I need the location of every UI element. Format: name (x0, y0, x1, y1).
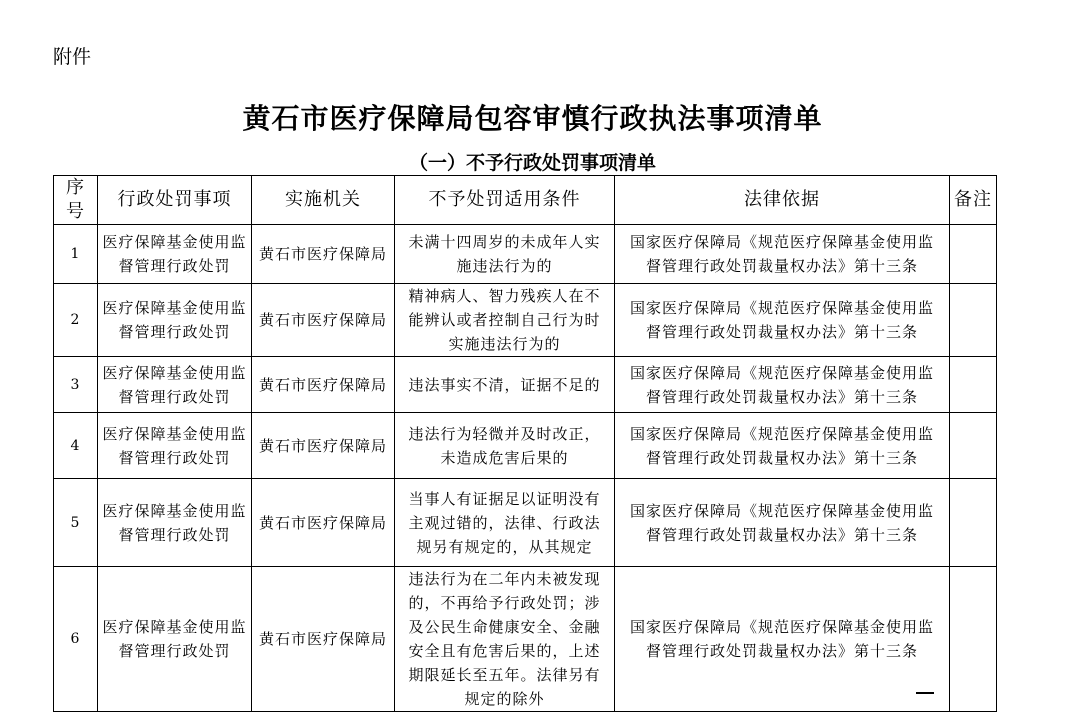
row-number: 6 (54, 567, 98, 712)
legal-basis: 国家医疗保障局《规范医疗保障基金使用监督管理行政处罚裁量权办法》第十三条 (615, 225, 950, 284)
document-title: 黄石市医疗保障局包容审慎行政执法事项清单 (242, 102, 823, 135)
table-row (54, 225, 997, 284)
column-header-item: 行政处罚事项 (98, 176, 252, 225)
remark (950, 225, 997, 284)
penalty-item: 医疗保障基金使用监督管理行政处罚 (98, 479, 252, 567)
column-header-condition: 不予处罚适用条件 (395, 176, 615, 225)
legal-basis: 国家医疗保障局《规范医疗保障基金使用监督管理行政处罚裁量权办法》第十三条 (615, 357, 950, 413)
row-number: 3 (54, 357, 98, 413)
penalty-item: 医疗保障基金使用监督管理行政处罚 (98, 284, 252, 357)
agency: 黄石市医疗保障局 (252, 357, 395, 413)
exemption-condition: 违法事实不清，证据不足的 (395, 357, 615, 413)
remark (950, 284, 997, 357)
legal-basis: 国家医疗保障局《规范医疗保障基金使用监督管理行政处罚裁量权办法》第十三条 (615, 413, 950, 479)
column-header-no: 序号 (54, 176, 98, 225)
row-number: 4 (54, 413, 98, 479)
agency: 黄石市医疗保障局 (252, 413, 395, 479)
table-row (54, 284, 997, 357)
penalty-item: 医疗保障基金使用监督管理行政处罚 (98, 413, 252, 479)
agency: 黄石市医疗保障局 (252, 479, 395, 567)
table-row (54, 357, 997, 413)
penalty-item: 医疗保障基金使用监督管理行政处罚 (98, 567, 252, 712)
table-row (54, 479, 997, 567)
page-dash-mark (916, 692, 934, 694)
table-row (54, 413, 997, 479)
agency: 黄石市医疗保障局 (252, 284, 395, 357)
legal-basis: 国家医疗保障局《规范医疗保障基金使用监督管理行政处罚裁量权办法》第十三条 (615, 284, 950, 357)
remark (950, 357, 997, 413)
row-number: 2 (54, 284, 98, 357)
legal-basis: 国家医疗保障局《规范医疗保障基金使用监督管理行政处罚裁量权办法》第十三条 (615, 567, 950, 712)
attachment-label: 附件 (53, 46, 92, 68)
row-number: 1 (54, 225, 98, 284)
remark (950, 479, 997, 567)
document-subtitle: （一）不予行政处罚事项清单 (408, 152, 656, 174)
remark (950, 413, 997, 479)
penalty-item: 医疗保障基金使用监督管理行政处罚 (98, 357, 252, 413)
penalty-exemption-table (53, 175, 997, 712)
column-header-basis: 法律依据 (615, 176, 950, 225)
column-header-agency: 实施机关 (252, 176, 395, 225)
exemption-condition: 精神病人、智力残疾人在不能辨认或者控制自己行为时实施违法行为的 (395, 284, 615, 357)
exemption-condition: 违法行为轻微并及时改正，未造成危害后果的 (395, 413, 615, 479)
exemption-condition: 违法行为在二年内未被发现的，不再给予行政处罚；涉及公民生命健康安全、金融安全且有危害后果的，上述期限延长至五年。法律另有规定的除外 (395, 567, 615, 712)
agency: 黄石市医疗保障局 (252, 225, 395, 284)
table-row (54, 567, 997, 712)
column-header-remark: 备注 (950, 176, 997, 225)
row-number: 5 (54, 479, 98, 567)
table-header-row (54, 176, 997, 225)
exemption-condition: 当事人有证据足以证明没有主观过错的，法律、行政法规另有规定的，从其规定 (395, 479, 615, 567)
agency: 黄石市医疗保障局 (252, 567, 395, 712)
remark (950, 567, 997, 712)
penalty-item: 医疗保障基金使用监督管理行政处罚 (98, 225, 252, 284)
legal-basis: 国家医疗保障局《规范医疗保障基金使用监督管理行政处罚裁量权办法》第十三条 (615, 479, 950, 567)
exemption-condition: 未满十四周岁的未成年人实施违法行为的 (395, 225, 615, 284)
